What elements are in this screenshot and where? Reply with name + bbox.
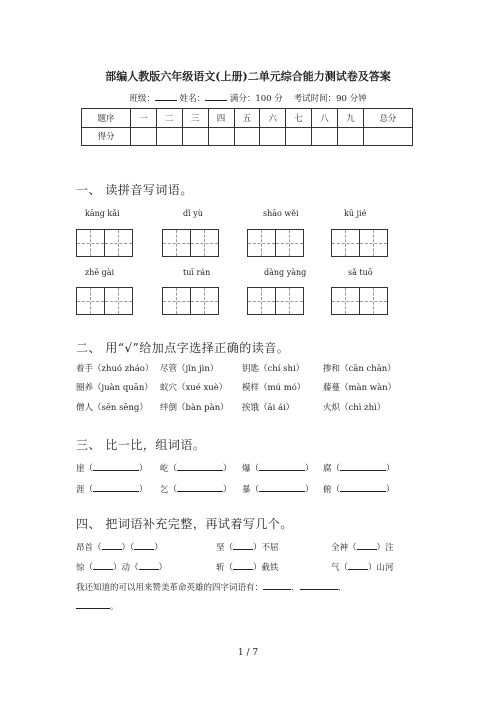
text-fragment: ）: [386, 464, 395, 474]
text-fragment: 坚（: [216, 543, 234, 553]
text-fragment: 气（: [331, 563, 349, 573]
writing-grid[interactable]: [331, 287, 388, 315]
score-header-cell: 五: [234, 109, 260, 128]
score-header-cell: 七: [286, 109, 312, 128]
word-blank-item: [76, 482, 148, 495]
answer-blank[interactable]: [300, 580, 338, 590]
text-fragment: ）注: [376, 543, 394, 553]
idiom-item: [216, 560, 279, 573]
word-blank-item: [160, 482, 232, 495]
text-fragment: ）: [305, 464, 314, 474]
score-cell[interactable]: [156, 127, 182, 146]
score-header-cell: 一: [131, 109, 157, 128]
reading-choice[interactable]: 藤蔓（màn wàn）: [323, 383, 397, 393]
reading-choice[interactable]: 钥匙（chí shi）: [242, 364, 305, 374]
text-fragment: 全神（: [331, 543, 357, 553]
answer-blank[interactable]: [177, 461, 223, 471]
answer-blank[interactable]: [93, 461, 139, 471]
score-cell[interactable]: [208, 127, 234, 146]
text-fragment: ）: [154, 543, 163, 553]
class-blank[interactable]: [155, 91, 177, 101]
text-fragment: ）: [158, 563, 168, 573]
text-fragment: 斩（: [216, 563, 234, 573]
writing-grid[interactable]: [76, 287, 133, 315]
score-cell[interactable]: [131, 127, 157, 146]
exam-info-line: [0, 91, 496, 104]
score-header-cell: 三: [182, 109, 208, 128]
text-fragment: 惊（: [76, 563, 94, 573]
answer-blank[interactable]: [263, 580, 291, 590]
score-header-cell: 六: [260, 109, 286, 128]
text-fragment: ）: [223, 464, 232, 474]
char-prompt: 腐（: [323, 464, 341, 474]
answer-blank[interactable]: [259, 482, 305, 492]
text-fragment: ）: [223, 485, 232, 495]
writing-grid[interactable]: [247, 287, 304, 315]
section-4-heading: 四、 把词语补充完整，再试着写几个。: [76, 517, 293, 531]
name-label: 姓名：: [179, 94, 206, 104]
word-blank-item: [242, 461, 314, 474]
writing-grid[interactable]: [76, 229, 133, 257]
word-blank-item: [160, 461, 232, 474]
word-blank-item: [323, 482, 395, 495]
writing-grid[interactable]: [247, 229, 304, 257]
answer-blank[interactable]: [177, 482, 223, 492]
reading-choice[interactable]: 掺和（cān chān）: [323, 364, 396, 374]
pinyin-label: sǎ tuō: [348, 268, 373, 277]
section-2-heading: 二、 用“√”给加点字选择正确的读音。: [76, 341, 290, 355]
page-title: 部编人教版六年级语文(上册)二单元综合能力测试卷及答案: [105, 70, 391, 83]
answer-blank[interactable]: [76, 599, 110, 609]
pinyin-label: kāng kǎi: [85, 209, 120, 218]
text-fragment: 。: [110, 602, 119, 612]
pinyin-label: dǐ yù: [183, 209, 203, 218]
text-fragment: ）（: [121, 543, 135, 553]
score-table-score-row: [82, 127, 413, 146]
score-header-cell: 八: [312, 109, 338, 128]
pinyin-label: shāo wěi: [263, 209, 299, 218]
answer-blank[interactable]: [134, 540, 154, 550]
score-cell[interactable]: [338, 127, 364, 146]
char-prompt: 乞（: [160, 485, 178, 495]
answer-blank[interactable]: [102, 540, 122, 550]
score-cell[interactable]: [234, 127, 260, 146]
score-table: [81, 108, 413, 146]
idiom-item: [76, 560, 167, 573]
char-prompt: 暴（: [242, 485, 260, 495]
idiom-item: [76, 540, 163, 553]
char-prompt: 涯（: [76, 485, 94, 495]
section-1-heading: 一、 读拼音写词语。: [76, 183, 193, 197]
full-score-label: 满分：100 分: [229, 94, 283, 104]
answer-blank[interactable]: [348, 560, 368, 570]
section-3-heading: 三、 比一比，组词语。: [76, 438, 206, 452]
score-header-cell: 总分: [363, 109, 412, 128]
reading-choice[interactable]: 火炽（chì zhì）: [323, 403, 386, 413]
word-blank-item: [76, 461, 148, 474]
char-prompt: 屹（: [160, 464, 178, 474]
name-blank[interactable]: [205, 91, 227, 101]
text-fragment: ）山河: [368, 563, 394, 573]
idiom-item: [216, 540, 279, 553]
answer-blank[interactable]: [233, 540, 253, 550]
answer-blank[interactable]: [139, 560, 159, 570]
char-prompt: 俯（: [323, 485, 341, 495]
score-row-label: 得分: [82, 127, 131, 146]
score-cell[interactable]: [363, 127, 412, 146]
idiom-prompt-end: [76, 599, 119, 612]
pinyin-label: tuī rán: [183, 268, 211, 277]
text-fragment: ）动（: [113, 563, 139, 573]
text-fragment: ）: [305, 485, 314, 495]
answer-blank[interactable]: [340, 461, 386, 471]
idiom-item: [331, 540, 394, 553]
word-blank-item: [323, 461, 395, 474]
answer-blank[interactable]: [233, 560, 253, 570]
pinyin-label: kū jié: [344, 209, 367, 218]
text-fragment: ）截铁: [253, 563, 279, 573]
pinyin-label: dàng yàng: [264, 268, 307, 277]
pinyin-label: zhē gài: [85, 268, 115, 277]
answer-blank[interactable]: [93, 560, 113, 570]
answer-blank[interactable]: [340, 482, 386, 492]
reading-choice[interactable]: 圈养（juàn quān）: [76, 383, 153, 393]
writing-grid[interactable]: [331, 229, 388, 257]
class-label: 班级：: [129, 94, 155, 104]
text-fragment: 昂首（: [76, 543, 102, 553]
score-table-header-row: [82, 109, 413, 128]
text-fragment: 、: [291, 583, 300, 593]
reading-choice[interactable]: 挨饿（āi ái）: [242, 403, 295, 413]
text-fragment: 我还知道的可以用来赞美革命英雄的四字词语有：: [76, 583, 264, 593]
score-cell[interactable]: [182, 127, 208, 146]
answer-blank[interactable]: [357, 540, 377, 550]
reading-choice[interactable]: 蚁穴（xué xuè）: [160, 383, 228, 393]
score-cell[interactable]: [312, 127, 338, 146]
reading-choice[interactable]: 着手（zhuó zháo）: [76, 364, 154, 374]
answer-blank[interactable]: [93, 482, 139, 492]
idiom-prompt: [76, 580, 346, 593]
writing-grid[interactable]: [162, 229, 219, 257]
score-header-cell: 题序: [82, 109, 131, 128]
idiom-item: [331, 560, 394, 573]
char-prompt: 崖（: [76, 464, 94, 474]
exam-time-label: 考试时间：90 分钟: [293, 94, 367, 104]
score-header-cell: 二: [156, 109, 182, 128]
score-header-cell: 九: [338, 109, 364, 128]
text-fragment: ）: [139, 464, 148, 474]
text-fragment: ）: [386, 485, 395, 495]
text-fragment: ）: [139, 485, 148, 495]
reading-choice[interactable]: 尽管（jǐn jìn）: [160, 364, 219, 374]
text-fragment: 、: [337, 583, 347, 593]
reading-choice[interactable]: 模样（mú mó）: [242, 383, 306, 393]
score-header-cell: 四: [208, 109, 234, 128]
char-prompt: 爆（: [242, 464, 260, 474]
word-blank-item: [242, 482, 314, 495]
page-number: 1 / 7: [237, 648, 259, 658]
reading-choice[interactable]: 绊倒（bàn pàn）: [160, 403, 229, 413]
text-fragment: ）不屈: [253, 543, 279, 553]
answer-blank[interactable]: [259, 461, 305, 471]
writing-grid[interactable]: [162, 287, 219, 315]
reading-choice[interactable]: 僧人（sēn sēng）: [76, 403, 148, 413]
score-cell[interactable]: [260, 127, 286, 146]
score-cell[interactable]: [286, 127, 312, 146]
